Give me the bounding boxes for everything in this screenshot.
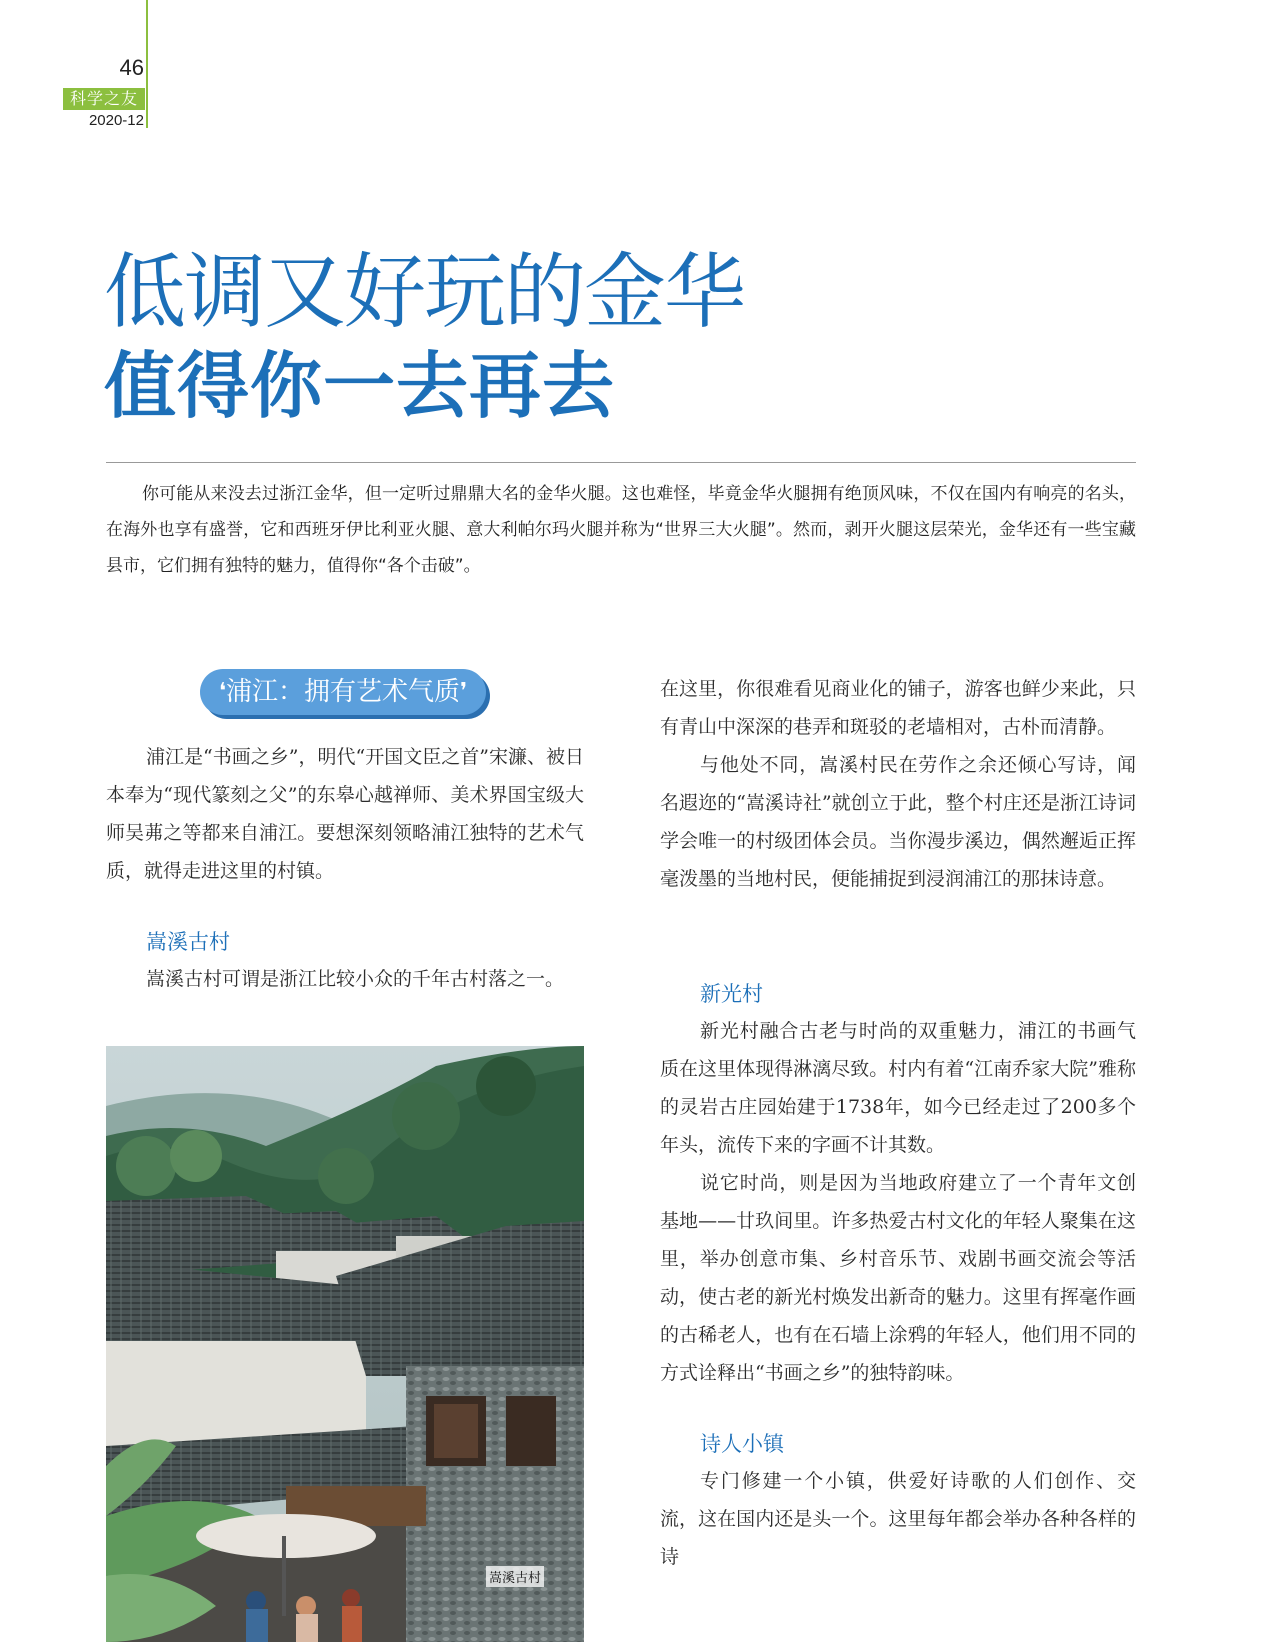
subheading-poet-town: 诗人小镇 [700,1432,784,1456]
songxi-paragraph-1: 嵩溪古村可谓是浙江比较小众的千年古村落之一。 [146,968,565,990]
section-heading: 浦江：拥有艺术气质 [225,677,460,707]
close-quote-icon: ❜ [460,679,468,704]
poet-town-paragraph-1: 专门修建一个小镇，供爱好诗歌的人们创作、交流，这在国内还是头一个。这里每年都会举办各种各样的诗 [660,1470,1136,1568]
issue-date: 2020-12 [88,112,144,129]
section-heading-badge [200,669,486,715]
songxi-paragraph-1-continued: 在这里，你很难看见商业化的铺子，游客也鲜少来此，只有青山中深深的巷弄和斑驳的老墙相对，古朴而清静。 [660,678,1136,738]
open-quote-icon: ❛ [218,679,226,704]
section-intro: 浦江是“书画之乡”，明代“开国文臣之首”宋濂、被日本奉为“现代篆刻之父”的东皋心越禅师、美术界国宝级大师吴茀之等都来自浦江。要想深刻领略浦江独特的艺术气质，就得走进这里的村镇。 [106,746,584,882]
page-number: 46 [119,55,144,80]
article-title-line2: 值得你一去再去 [104,344,616,428]
magazine-name: 科学之友 [63,88,145,110]
subheading-xinguang: 新光村 [700,982,763,1006]
xinguang-paragraph-2: 说它时尚，则是因为当地政府建立了一个青年文创基地——廿玖间里。许多热爱古村文化的年轻人聚集在这里，举办创意市集、乡村音乐节、戏剧书画交流会等活动，使古老的新光村焕发出新奇的魅力。这里有挥毫作画的古稀老人，也有在石墙上涂鸦的年轻人，他们用不同的方式诠释出“书画之乡”的独特韵味。 [660,1172,1136,1384]
songxi-paragraph-2: 与他处不同，嵩溪村民在劳作之余还倾心写诗，闻名遐迩的“嵩溪诗社”就创立于此，整个村庄还是浙江诗词学会唯一的村级团体会员。当你漫步溪边，偶然邂逅正挥毫泼墨的当地村民，便能捕捉到浸润浦江的那抹诗意。 [660,754,1136,890]
title-rule [106,462,1136,463]
subheading-songxi: 嵩溪古村 [146,930,230,954]
xinguang-paragraph-1: 新光村融合古老与时尚的双重魅力，浦江的书画气质在这里体现得淋漓尽致。村内有着“江南乔家大院”雅称的灵岩古庄园始建于1738年，如今已经走过了200多个年头，流传下来的字画不计其数。 [660,1020,1136,1156]
article-title-line1: 低调又好玩的金华 [104,245,745,340]
songxi-village-photo [106,1046,584,1642]
header-divider-line [146,0,148,128]
photo-caption: 嵩溪古村 [486,1566,544,1587]
article-intro: 你可能从来没去过浙江金华，但一定听过鼎鼎大名的金华火腿。这也难怪，毕竟金华火腿拥有绝顶风味，不仅在国内有响亮的名头，在海外也享有盛誉，它和西班牙伊比利亚火腿、意大利帕尔玛火腿并称为“世界三大火腿”。然而，剥开火腿这层荣光，金华还有一些宝藏县市，它们拥有独特的魅力，值得你“各个击破”。 [106,484,1136,576]
